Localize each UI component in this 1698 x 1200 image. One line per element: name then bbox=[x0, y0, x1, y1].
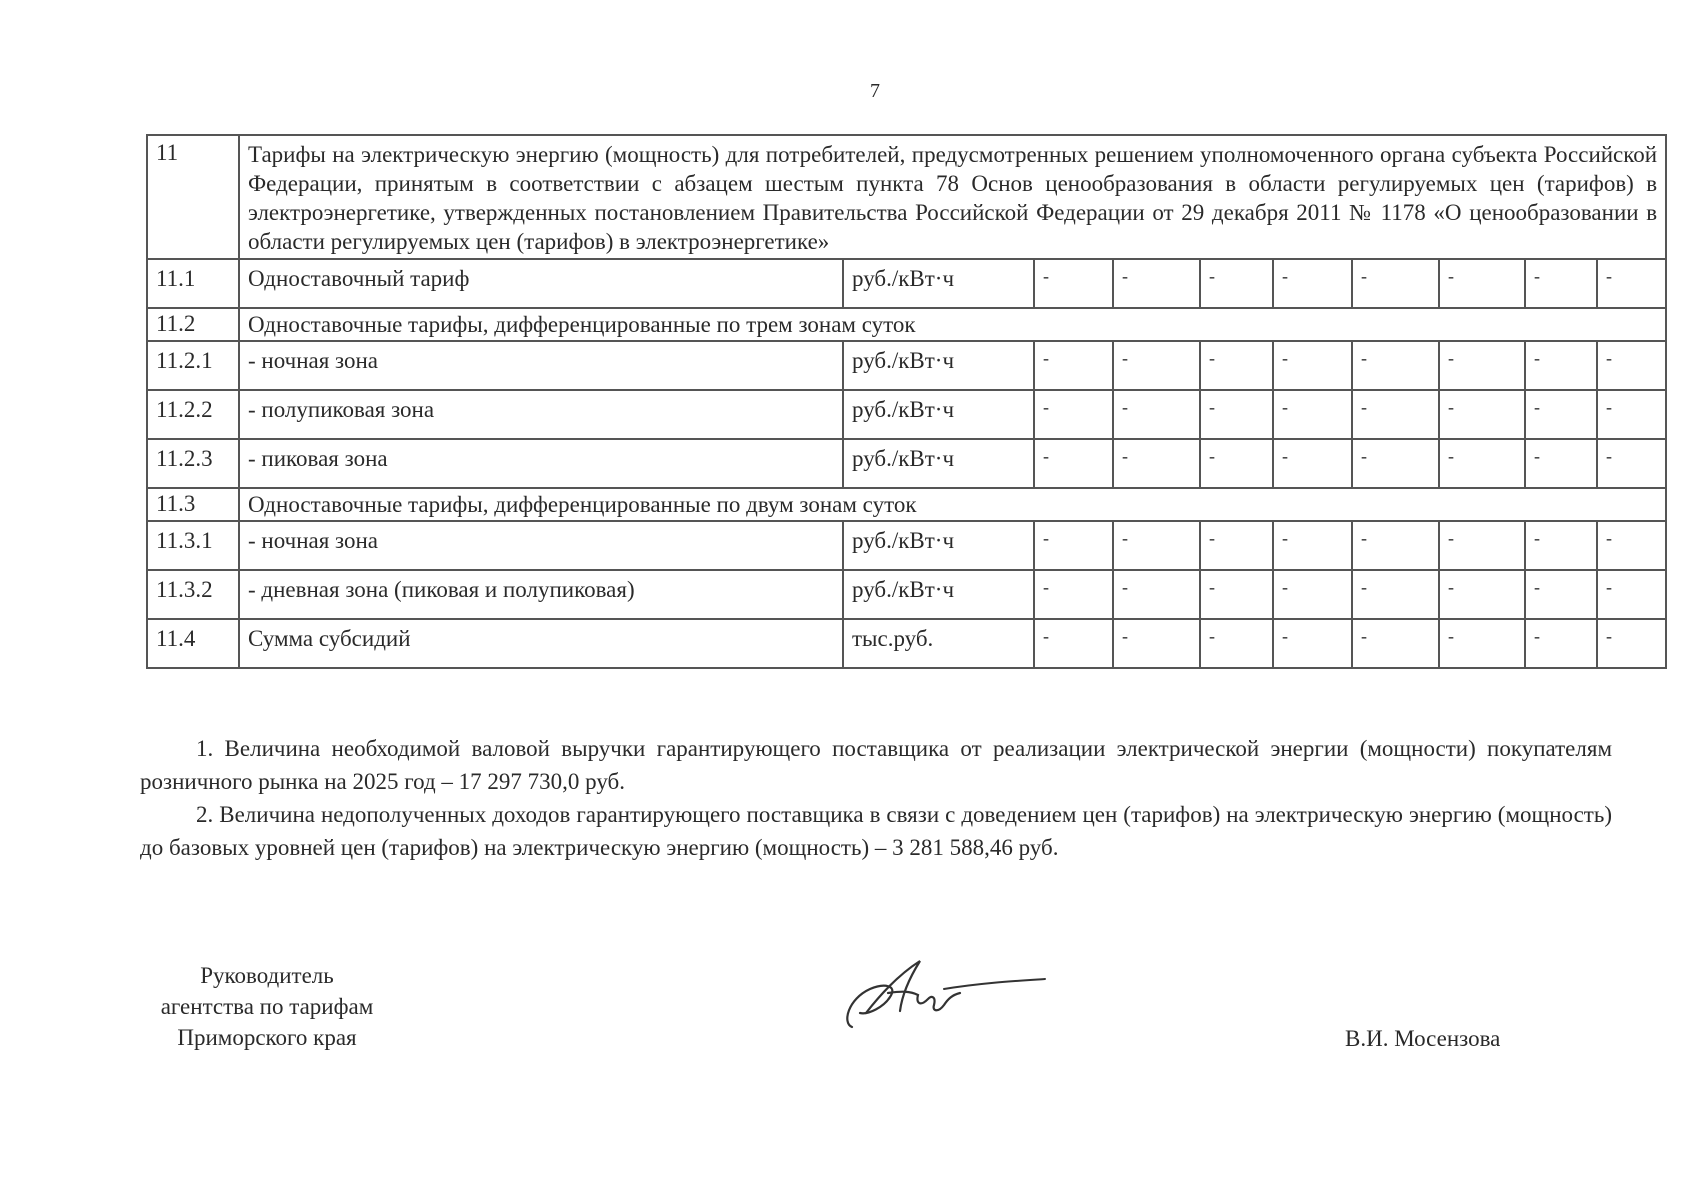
row-value: - bbox=[1525, 390, 1597, 439]
row-value: - bbox=[1113, 390, 1200, 439]
row-value: - bbox=[1597, 570, 1666, 619]
row-value: - bbox=[1352, 570, 1439, 619]
row-value: - bbox=[1439, 341, 1525, 390]
row-code: 11.4 bbox=[147, 619, 239, 668]
note-paragraph: 1. Величина необходимой валовой выручки гарантирующего поставщика от реализации электрической энергии (мощности) покупателям розничного рынка на 2025 год – 17 297 730,0 руб. bbox=[140, 736, 1612, 794]
row-value: - bbox=[1273, 439, 1352, 488]
table-row bbox=[147, 259, 1666, 308]
row-value: - bbox=[1525, 521, 1597, 570]
row-value: - bbox=[1034, 390, 1113, 439]
row-value: - bbox=[1597, 619, 1666, 668]
row-value: - bbox=[1034, 619, 1113, 668]
row-code: 11.2.2 bbox=[147, 390, 239, 439]
row-value: - bbox=[1597, 341, 1666, 390]
row-value: - bbox=[1352, 259, 1439, 308]
row-value: - bbox=[1597, 521, 1666, 570]
row-value: - bbox=[1113, 619, 1200, 668]
row-code: 11.2 bbox=[147, 308, 239, 341]
row-value: - bbox=[1439, 390, 1525, 439]
row-value: - bbox=[1034, 341, 1113, 390]
row-unit: руб./кВт·ч bbox=[843, 259, 1034, 308]
row-value: - bbox=[1200, 619, 1273, 668]
signatory-position-line: Приморского края bbox=[177, 1025, 357, 1050]
row-code: 11 bbox=[147, 135, 239, 259]
row-value: - bbox=[1439, 570, 1525, 619]
table-row bbox=[147, 341, 1666, 390]
signatory-position-line: агентства по тарифам bbox=[160, 994, 374, 1019]
row-value: - bbox=[1200, 570, 1273, 619]
row-unit: руб./кВт·ч bbox=[843, 341, 1034, 390]
row-code: 11.3.1 bbox=[147, 521, 239, 570]
row-value: - bbox=[1597, 439, 1666, 488]
row-value: - bbox=[1200, 390, 1273, 439]
row-value: - bbox=[1525, 439, 1597, 488]
row-code: 11.1 bbox=[147, 259, 239, 308]
row-value: - bbox=[1525, 341, 1597, 390]
row-group-title: Одноставочные тарифы, дифференцированные по трем зонам суток bbox=[239, 308, 1666, 341]
row-value: - bbox=[1352, 390, 1439, 439]
row-value: - bbox=[1113, 259, 1200, 308]
signatory-position-line: Руководитель bbox=[200, 963, 334, 988]
table-group-row bbox=[147, 488, 1666, 521]
page-number: 7 bbox=[870, 80, 880, 102]
row-value: - bbox=[1273, 521, 1352, 570]
row-value: - bbox=[1273, 390, 1352, 439]
row-value: - bbox=[1352, 439, 1439, 488]
row-value: - bbox=[1439, 521, 1525, 570]
row-unit: руб./кВт·ч bbox=[843, 439, 1034, 488]
row-value: - bbox=[1273, 619, 1352, 668]
row-value: - bbox=[1113, 521, 1200, 570]
handwritten-signature bbox=[840, 955, 1050, 1035]
row-value: - bbox=[1200, 521, 1273, 570]
row-value: - bbox=[1597, 259, 1666, 308]
notes bbox=[140, 732, 1612, 864]
signatory-position bbox=[132, 960, 402, 1053]
table-row bbox=[147, 619, 1666, 668]
row-value: - bbox=[1200, 439, 1273, 488]
row-value: - bbox=[1113, 439, 1200, 488]
row-unit: тыс.руб. bbox=[843, 619, 1034, 668]
table-row bbox=[147, 570, 1666, 619]
tariff-table bbox=[146, 134, 1667, 669]
row-code: 11.2.1 bbox=[147, 341, 239, 390]
table-row bbox=[147, 521, 1666, 570]
row-value: - bbox=[1597, 390, 1666, 439]
row-name: - ночная зона bbox=[239, 521, 843, 570]
row-value: - bbox=[1273, 341, 1352, 390]
row-value: - bbox=[1113, 570, 1200, 619]
row-name: - полупиковая зона bbox=[239, 390, 843, 439]
row-value: - bbox=[1034, 439, 1113, 488]
row-value: - bbox=[1034, 570, 1113, 619]
table-row bbox=[147, 439, 1666, 488]
table-intro-row bbox=[147, 135, 1666, 259]
row-code: 11.2.3 bbox=[147, 439, 239, 488]
row-value: - bbox=[1034, 259, 1113, 308]
row-value: - bbox=[1525, 259, 1597, 308]
table-body bbox=[147, 135, 1666, 668]
row-value: - bbox=[1113, 341, 1200, 390]
row-value: - bbox=[1034, 521, 1113, 570]
table-group-row bbox=[147, 308, 1666, 341]
row-name: Одноставочный тариф bbox=[239, 259, 843, 308]
row-group-title: Одноставочные тарифы, дифференцированные по двум зонам суток bbox=[239, 488, 1666, 521]
row-value: - bbox=[1439, 259, 1525, 308]
row-value: - bbox=[1525, 619, 1597, 668]
row-code: 11.3.2 bbox=[147, 570, 239, 619]
row-value: - bbox=[1439, 619, 1525, 668]
row-value: - bbox=[1352, 341, 1439, 390]
row-code: 11.3 bbox=[147, 488, 239, 521]
row-name: - ночная зона bbox=[239, 341, 843, 390]
row-value: - bbox=[1352, 521, 1439, 570]
signatory-name: В.И. Мосензова bbox=[1345, 1026, 1501, 1051]
row-name: Сумма субсидий bbox=[239, 619, 843, 668]
row-unit: руб./кВт·ч bbox=[843, 390, 1034, 439]
row-name: - пиковая зона bbox=[239, 439, 843, 488]
row-unit: руб./кВт·ч bbox=[843, 521, 1034, 570]
table-intro-text: Тарифы на электрическую энергию (мощность) для потребителей, предусмотренных решением уполномоченного органа субъекта Российской Федерации, принятым в соответствии с абзацем шестым пункта 78 Основ ценообразования в области регулируемых цен (тарифов) в электроэнергетике, утвержденных постановлением Правительства Российской Федерации от 29 декабря 2011 № 1178 «О ценообразовании в области регулируемых цен (тарифов) в электроэнергетике» bbox=[239, 135, 1666, 259]
row-value: - bbox=[1352, 619, 1439, 668]
row-value: - bbox=[1200, 341, 1273, 390]
row-value: - bbox=[1439, 439, 1525, 488]
row-value: - bbox=[1200, 259, 1273, 308]
row-value: - bbox=[1273, 259, 1352, 308]
row-unit: руб./кВт·ч bbox=[843, 570, 1034, 619]
row-name: - дневная зона (пиковая и полупиковая) bbox=[239, 570, 843, 619]
note-paragraph: 2. Величина недополученных доходов гарантирующего поставщика в связи с доведением цен (тарифов) на электрическую энергию (мощность) до базовых уровней цен (тарифов) на электрическую энергию (мощность) – 3 281 588,46 руб. bbox=[140, 802, 1612, 860]
row-value: - bbox=[1525, 570, 1597, 619]
row-value: - bbox=[1273, 570, 1352, 619]
table-row bbox=[147, 390, 1666, 439]
